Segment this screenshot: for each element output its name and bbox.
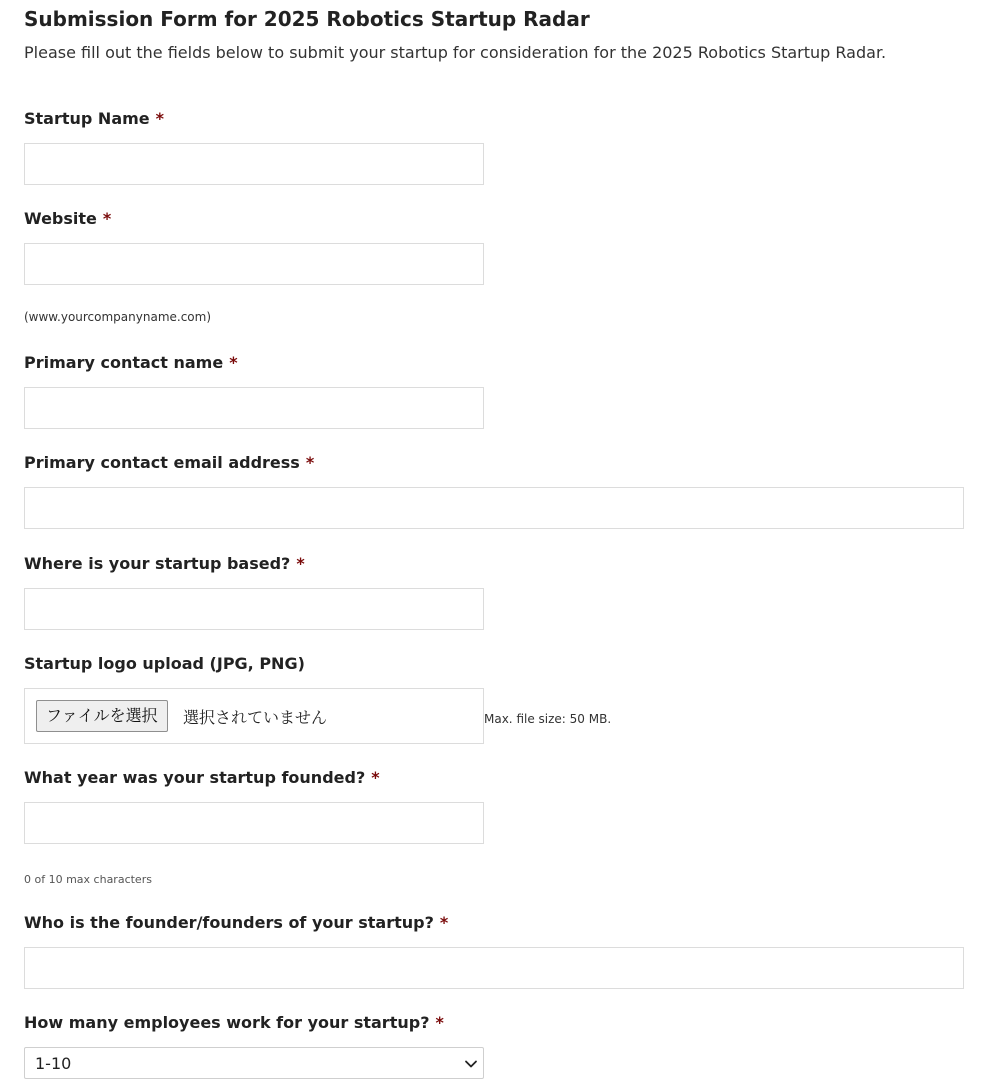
- based-label-text: Where is your startup based?: [24, 554, 291, 573]
- founded-label: [24, 768, 380, 787]
- contact-email-label-text: Primary contact email address: [24, 453, 300, 472]
- contact-email-input[interactable]: [24, 487, 964, 529]
- startup-name-label: [24, 109, 164, 128]
- website-input[interactable]: [24, 243, 484, 285]
- chevron-down-icon: [464, 1057, 478, 1071]
- required-mark: *: [296, 554, 305, 573]
- founders-label: [24, 913, 448, 932]
- logo-upload-label-text: Startup logo upload (JPG, PNG): [24, 654, 305, 673]
- required-mark: *: [435, 1013, 444, 1032]
- required-mark: *: [305, 453, 315, 472]
- based-input[interactable]: [24, 588, 484, 630]
- founders-input[interactable]: [24, 947, 964, 989]
- contact-name-label: [24, 353, 238, 372]
- employees-selected-value: 1-10: [35, 1054, 72, 1073]
- form-title: Submission Form for 2025 Robotics Startup Radar: [24, 7, 590, 31]
- founders-label-text: Who is the founder/founders of your startup?: [24, 913, 434, 932]
- required-mark: *: [102, 209, 112, 228]
- required-mark: *: [371, 768, 380, 787]
- character-counter: 0 of 10 max characters: [24, 873, 152, 886]
- file-status-text: 選択されていません: [183, 708, 328, 727]
- founded-label-text: What year was your startup founded?: [24, 768, 366, 787]
- employees-select[interactable]: [24, 1047, 484, 1079]
- logo-upload-label: [24, 654, 305, 673]
- logo-upload-field: [24, 688, 484, 744]
- startup-name-label-text: Startup Name: [24, 109, 150, 128]
- employees-label-text: How many employees work for your startup?: [24, 1013, 430, 1032]
- required-mark: *: [439, 913, 449, 932]
- contact-name-input[interactable]: [24, 387, 484, 429]
- based-label: [24, 554, 305, 573]
- website-hint: (www.yourcompanyname.com): [24, 310, 212, 324]
- startup-name-input[interactable]: [24, 143, 484, 185]
- contact-name-label-text: Primary contact name: [24, 353, 224, 372]
- employees-label: [24, 1013, 444, 1032]
- choose-file-button[interactable]: ファイルを選択: [36, 700, 168, 732]
- website-label: [24, 209, 111, 228]
- website-label-text: Website: [24, 209, 97, 228]
- required-mark: *: [229, 353, 238, 372]
- required-mark: *: [155, 109, 165, 128]
- max-file-size-note: Max. file size: 50 MB.: [484, 712, 612, 726]
- form-description: Please fill out the fields below to submit your startup for consideration for the 2025 Robotics Startup Radar.: [24, 43, 887, 62]
- contact-email-label: [24, 453, 314, 472]
- founded-input[interactable]: [24, 802, 484, 844]
